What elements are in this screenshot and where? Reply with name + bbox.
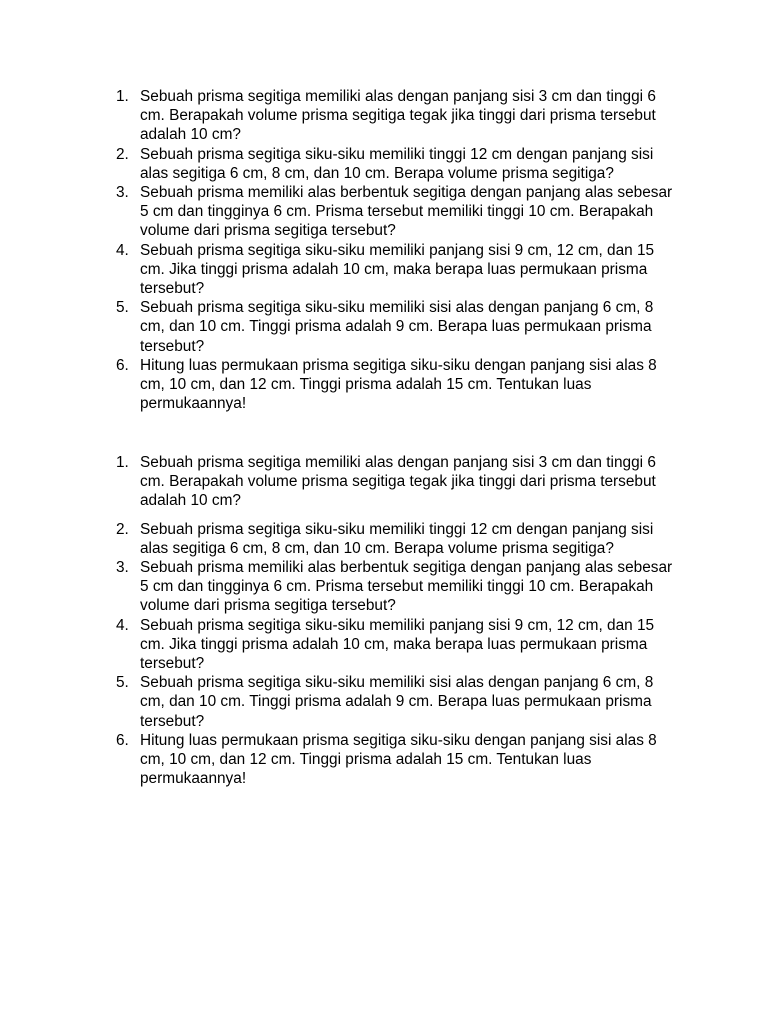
item-number: 4. [116, 616, 129, 634]
item-number: 5. [116, 674, 129, 692]
item-text: Sebuah prisma segitiga siku-siku memiliki sisi alas dengan panjang 6 cm, 8 cm, dan 10 cm. Tinggi prisma adalah 9 cm. Berapa luas permukaan prisma tersebut? [140, 674, 654, 730]
item-number: 1. [116, 88, 129, 105]
item-text: Sebuah prisma segitiga memiliki alas dengan panjang sisi 3 cm dan tinggi 6 cm. Berapakah volume prisma segitiga tegak jika tinggi dari prisma tersebut adalah 10 cm? [140, 454, 656, 510]
list-item [110, 241, 690, 299]
item-text: Sebuah prisma memiliki alas berbentuk segitiga dengan panjang alas sebesar 5 cm dan tingginya 6 cm. Prisma tersebut memiliki tinggi 10 cm. Berapakah volume dari prisma segitiga tersebut? [140, 184, 673, 240]
list-item [110, 87, 690, 145]
item-number: 2. [116, 520, 129, 538]
list-item [110, 558, 690, 616]
list-item [110, 731, 690, 789]
item-text: Sebuah prisma segitiga siku-siku memiliki tinggi 12 cm dengan panjang sisi alas segitiga 6 cm, 8 cm, dan 10 cm. Berapa volume prisma segitiga? [140, 520, 654, 557]
list-item [110, 298, 690, 356]
item-number: 4. [116, 241, 129, 259]
item-text: Hitung luas permukaan prisma segitiga siku-siku dengan panjang sisi alas 8 cm, 10 cm, dan 12 cm. Tinggi prisma adalah 15 cm. Tentukan luas permukaannya! [140, 731, 657, 788]
item-number: 6. [116, 731, 129, 749]
list-item [110, 453, 690, 511]
item-text: Sebuah prisma memiliki alas berbentuk segitiga dengan panjang alas sebesar 5 cm dan tingginya 6 cm. Prisma tersebut memiliki tinggi 10 cm. Berapakah volume dari prisma segitiga tersebut? [140, 559, 673, 615]
item-number: 5. [116, 299, 129, 317]
item-number: 3. [116, 184, 129, 202]
item-number: 2. [116, 145, 129, 163]
list-item [110, 183, 690, 241]
list-item [110, 520, 690, 558]
list-item [110, 356, 690, 414]
question-list [110, 87, 690, 413]
item-text: Hitung luas permukaan prisma segitiga siku-siku dengan panjang sisi alas 8 cm, 10 cm, dan 12 cm. Tinggi prisma adalah 15 cm. Tentukan luas permukaannya! [140, 356, 657, 413]
item-number: 1. [116, 454, 129, 471]
item-text: Sebuah prisma segitiga siku-siku memiliki panjang sisi 9 cm, 12 cm, dan 15 cm. Jika tinggi prisma adalah 10 cm, maka berapa luas permukaan prisma tersebut? [140, 241, 655, 298]
item-number: 6. [116, 356, 129, 374]
list-item [110, 673, 690, 731]
item-text: Sebuah prisma segitiga memiliki alas dengan panjang sisi 3 cm dan tinggi 6 cm. Berapakah volume prisma segitiga tegak jika tinggi dari prisma tersebut adalah 10 cm? [140, 88, 656, 144]
item-text: Sebuah prisma segitiga siku-siku memiliki panjang sisi 9 cm, 12 cm, dan 15 cm. Jika tinggi prisma adalah 10 cm, maka berapa luas permukaan prisma tersebut? [140, 616, 655, 673]
list-item [110, 145, 690, 183]
item-number: 3. [116, 559, 129, 577]
question-list [110, 453, 690, 788]
item-text: Sebuah prisma segitiga siku-siku memiliki tinggi 12 cm dengan panjang sisi alas segitiga 6 cm, 8 cm, dan 10 cm. Berapa volume prisma segitiga? [140, 145, 654, 182]
list-item [110, 616, 690, 674]
item-text: Sebuah prisma segitiga siku-siku memiliki sisi alas dengan panjang 6 cm, 8 cm, dan 10 cm. Tinggi prisma adalah 9 cm. Berapa luas permukaan prisma tersebut? [140, 299, 654, 355]
